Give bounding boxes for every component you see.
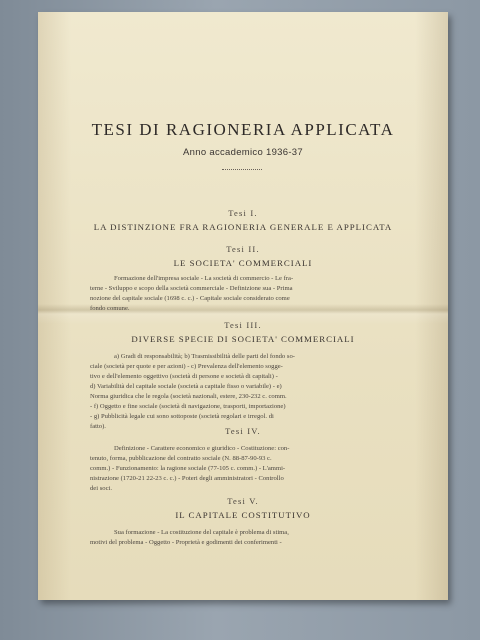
tesi-4-line: dei soci. (90, 485, 112, 492)
tesi-3-line: - f) Oggetto e fine sociale (società di navigazione, trasporti, importazione) (90, 403, 286, 410)
tesi-4-line: comm.) - Funzionamento: la ragione sociale (77-105 c. comm.) - L'ammi- (90, 465, 286, 472)
tesi-5-heading: IL CAPITALE COSTITUTIVO (175, 510, 311, 520)
tesi-3-text (90, 352, 400, 432)
tesi-5-line: motivi del problema - Oggetto - Proprietà e godimenti dei conferimenti - (90, 539, 282, 546)
tesi-3-line: tivo e dell'elemento oggettivo (società di persone e società di capitali) - (90, 373, 278, 380)
academic-year: Anno accademico 1936-37 (183, 147, 303, 158)
tesi-5-label: Tesi V. (227, 496, 259, 506)
tesi-2-line: nozione del capitale sociale (1698 c. c.) - Capitale sociale considerato come (90, 295, 290, 302)
tesi-4-label: Tesi IV. (225, 426, 261, 436)
tesi-4-line: tenuto, forma, pubblicazione del contratto sociale (N. 88-87-90-93 c. (90, 455, 272, 462)
tesi-3-line: Norma giuridica che le regola (società nazionali, estere, 230-232 c. comm. (90, 393, 287, 400)
tesi-4-line: nistrazione (1720-21 22-23 c. c.) - Poteri degli amministratori - Controllo (90, 475, 284, 482)
tesi-5-line: Sua formazione - La costituzione del capitale è problema di stima, (114, 529, 289, 536)
tesi-3-line: fatto). (90, 423, 106, 430)
tesi-1-heading: LA DISTINZIONE FRA RAGIONERIA GENERALE E APPLICATA (93, 222, 393, 232)
tesi-5-text (90, 528, 400, 548)
divider (222, 169, 262, 170)
tesi-4-text (90, 444, 400, 494)
tesi-2-text (90, 274, 400, 314)
tesi-3-heading: DIVERSE SPECIE DI SOCIETA' COMMERCIALI (131, 334, 355, 344)
tesi-2-line: fondo comune. (90, 305, 130, 312)
tesi-3-line: d) Variabilità del capitale sociale (società a capitale fisso o variabile) - e) (90, 383, 282, 390)
tesi-3-line: a) Gradi di responsabilità; b) Trasmissibilità delle parti del fondo so- (114, 353, 295, 360)
tesi-3-line: ciale (società per quote e per azioni) - c) Prevalenza dell'elemento sogge- (90, 363, 283, 370)
tesi-4-line: Definizione - Carattere economico e giuridico - Costituzione: con- (114, 445, 290, 452)
tesi-2-line: terne - Sviluppo e scopo della società commerciale - Definizione sua - Prima (90, 285, 293, 292)
tesi-2-line: Formazione dell'impresa sociale - La società di commercio - Le fra- (114, 275, 294, 282)
document-title: TESI DI RAGIONERIA APPLICATA (91, 120, 395, 139)
tesi-2-label: Tesi II. (226, 244, 260, 254)
tesi-3-line: - g) Pubblicità legale cui sono sottoposte (società regolari e irregol. di (90, 413, 274, 420)
tesi-2-heading: LE SOCIETA' COMMERCIALI (173, 258, 313, 268)
document-page (38, 12, 448, 600)
tesi-3-label: Tesi III. (224, 320, 262, 330)
tesi-1-label: Tesi I. (228, 208, 258, 218)
